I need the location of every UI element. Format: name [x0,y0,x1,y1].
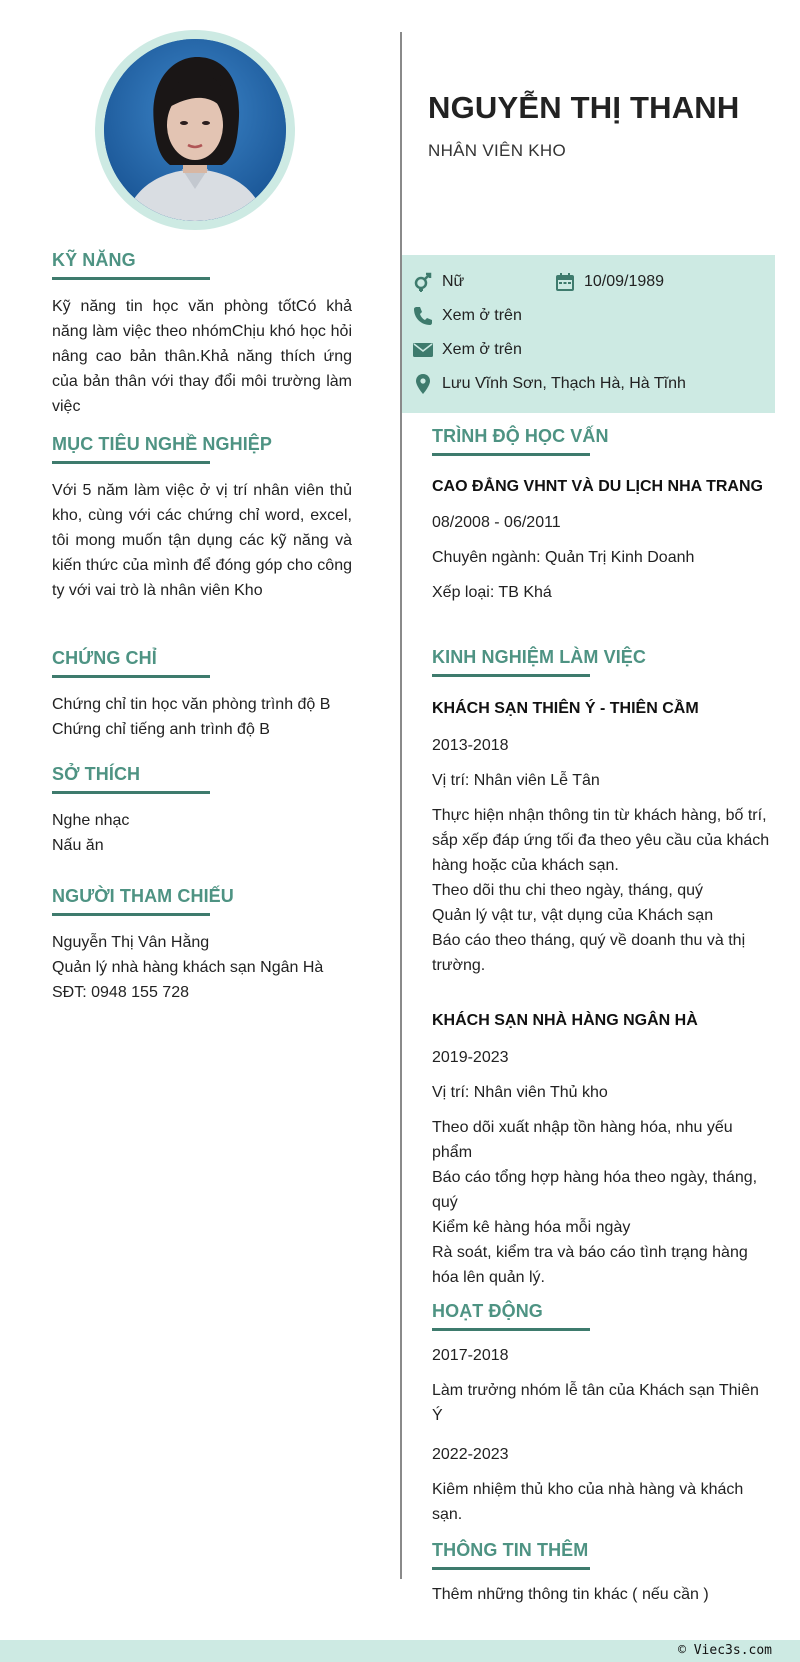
phone-value: Xem ở trên [442,307,522,324]
education-rank: Xếp loại: TB Khá [432,584,552,601]
phone-icon [412,305,434,327]
phone-row [412,305,522,327]
birthdate-row [554,271,664,293]
job-duty: Kiểm kê hàng hóa mỗi ngày [432,1219,631,1236]
references-section [52,886,352,1005]
reference-item: Nguyễn Thị Vân Hằng [52,934,210,951]
avatar-ring [95,30,295,230]
job-title: NHÂN VIÊN KHO [428,141,567,160]
candidate-name: NGUYỄN THỊ THANH [428,90,740,125]
section-underline [52,277,210,280]
gender-row [412,271,464,293]
birthdate-value: 10/09/1989 [584,273,665,290]
gender-icon [412,271,434,293]
section-underline [432,674,590,677]
hobbies-section [52,764,352,858]
extra-text: Thêm những thông tin khác ( nếu cần ) [432,1586,709,1603]
footer-bar [0,1640,800,1662]
contact-panel [402,255,775,413]
certificate-item: Chứng chỉ tiếng anh trình độ B [52,721,270,738]
job-position: Vị trí: Nhân viên Lễ Tân [432,772,600,789]
job-period: 2013-2018 [432,737,509,754]
activities-title: HOẠT ĐỘNG [432,1301,543,1321]
skills-title: KỸ NĂNG [52,250,136,270]
email-row [412,339,522,361]
extra-title: THÔNG TIN THÊM [432,1540,589,1560]
section-underline [52,791,210,794]
gender-value: Nữ [442,273,465,290]
job-description [432,1115,772,1290]
skills-text: Kỹ năng tin học văn phòng tốtCó khả năng làm việc theo nhómChịu khó học hỏi nâng cao bản thân.Khả năng thích ứng của bản thân với thay đổi môi trường làm việc [52,298,352,415]
extra-section [432,1540,772,1607]
avatar-photo [104,39,286,221]
reference-item: SĐT: 0948 155 728 [52,984,189,1001]
job-duty: Thực hiện nhận thông tin từ khách hàng, bố trí, sắp xếp đáp ứng tối đa theo yêu cầu của khách hàng hoặc của khách sạn. [432,807,770,874]
location-icon [412,373,434,395]
education-title: TRÌNH ĐỘ HỌC VẤN [432,426,609,446]
section-underline [52,913,210,916]
objective-title: MỤC TIÊU NGHỀ NGHIỆP [52,434,273,454]
job-company: KHÁCH SẠN NHÀ HÀNG NGÂN HÀ [432,1012,698,1029]
school-name: CAO ĐẲNG VHNT VÀ DU LỊCH NHA TRANG [432,478,763,495]
certificate-item: Chứng chỉ tin học văn phòng trình độ B [52,696,331,713]
objective-text: Với 5 năm làm việc ở vị trí nhân viên thủ kho, cùng với các chứng chỉ word, excel, tôi mong muốn tận dụng các kỹ năng và kiến thức của mình để đóng góp cho công ty với vai trò là nhân viên Kho [52,482,352,599]
job-duty: Báo cáo theo tháng, quý về doanh thu và thị trường. [432,932,746,974]
activity-text: Làm trưởng nhóm lễ tân của Khách sạn Thiên Ý [432,1382,759,1424]
experience-section [432,647,772,1290]
section-underline [52,675,210,678]
job-entry [432,1009,772,1290]
job-period: 2019-2023 [432,1049,509,1066]
reference-item: Quản lý nhà hàng khách sạn Ngân Hà [52,959,324,976]
section-underline [52,461,210,464]
section-underline [432,453,590,456]
activity-period: 2017-2018 [432,1347,509,1364]
objective-section [52,434,352,603]
email-value: Xem ở trên [442,341,522,358]
skills-section [52,250,352,419]
experience-title: KINH NGHIỆM LÀM VIỆC [432,647,647,667]
activity-text: Kiêm nhiệm thủ kho của nhà hàng và khách sạn. [432,1481,744,1523]
email-icon [412,339,434,361]
job-duty: Báo cáo tổng hợp hàng hóa theo ngày, tháng, quý [432,1169,758,1211]
hobby-item: Nấu ăn [52,837,104,854]
avatar [104,39,286,221]
education-major: Chuyên ngành: Quản Trị Kinh Doanh [432,549,695,566]
job-description [432,803,772,978]
job-duty: Theo dõi xuất nhập tồn hàng hóa, nhu yếu phẩm [432,1119,733,1161]
calendar-icon [554,271,576,293]
job-position: Vị trí: Nhân viên Thủ kho [432,1084,608,1101]
footer-credit: © Viec3s.com [678,1643,772,1658]
certificates-section [52,648,352,742]
activities-section [432,1301,772,1527]
education-period: 08/2008 - 06/2011 [432,514,561,531]
certificates-title: CHỨNG CHỈ [52,648,157,668]
job-company: KHÁCH SẠN THIÊN Ý - THIÊN CẦM [432,700,699,717]
job-duty: Rà soát, kiểm tra và báo cáo tình trạng hàng hóa lên quản lý. [432,1244,748,1286]
address-value: Lưu Vĩnh Sơn, Thạch Hà, Hà Tĩnh [442,375,686,392]
job-duty: Theo dõi thu chi theo ngày, tháng, quý [432,882,704,899]
job-duty: Quản lý vật tư, vật dụng của Khách sạn [432,907,714,924]
references-title: NGƯỜI THAM CHIẾU [52,886,234,906]
education-section [432,426,772,605]
hobbies-title: SỞ THÍCH [52,764,141,784]
hobby-item: Nghe nhạc [52,812,130,829]
section-underline [432,1328,590,1331]
section-underline [432,1567,590,1570]
activity-period: 2022-2023 [432,1446,509,1463]
job-entry [432,697,772,978]
address-row [412,373,686,395]
